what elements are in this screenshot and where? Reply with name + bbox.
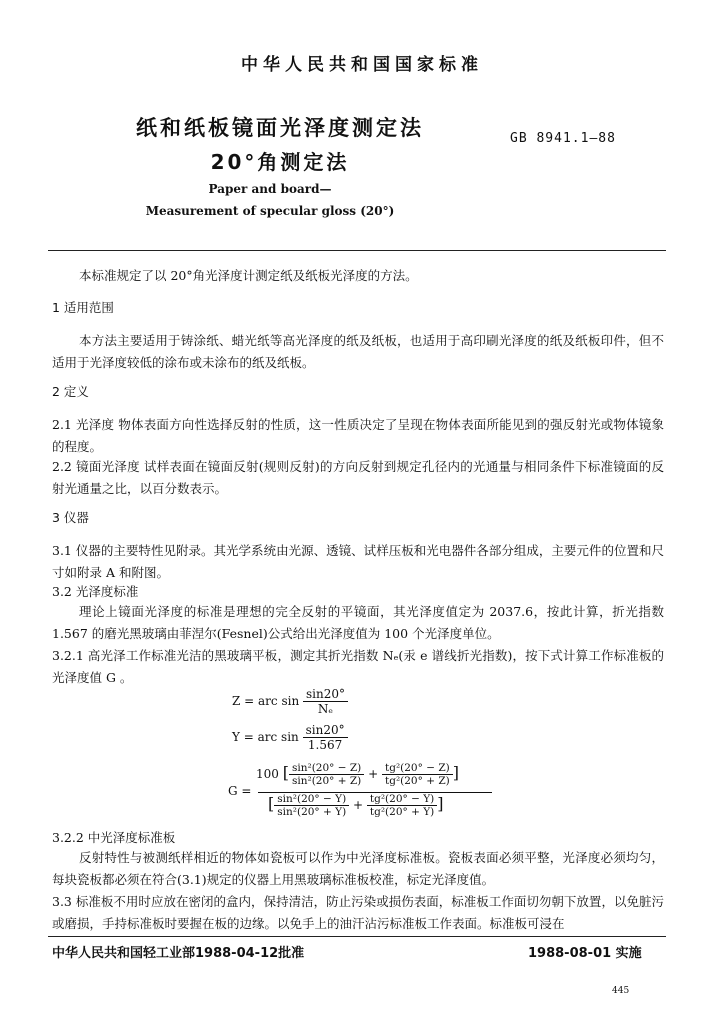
section-2-2-text: 2.2 镜面光泽度 试样表面在镜面反射(规则反射)的方向反射到规定孔径内的光通量与相同条件下标准镜面的反射光通量之比，以百分数表示。	[52, 459, 664, 496]
document-title-cn: 纸和纸板镜面光泽度测定法	[136, 116, 424, 140]
approval-line: 中华人民共和国轻工业部1988-04-12批准	[52, 946, 305, 961]
document-subtitle-cn: 20°角测定法	[210, 150, 350, 174]
section-3-2-2-text: 反射特性与被测纸样相近的物体如瓷板可以作为中光泽度标准板。瓷板表面必须平整，光泽度必须均匀，每块瓷板都必须在符合(3.1)规定的仪器上用黑玻璃标准板校准，标定光泽度值。	[52, 850, 664, 887]
formula-z-lhs: Z = arc sin	[232, 694, 300, 708]
intro-paragraph: 本标准规定了以 20°角光泽度计测定纸及纸板光泽度的方法。	[79, 268, 418, 283]
document-title-en: Paper and board—	[208, 182, 332, 196]
formula-y-fraction	[303, 723, 348, 752]
formula-g-term4-num: tg²(20° − Y)	[367, 793, 437, 806]
formula-g-term4-den: tg²(20° + Y)	[369, 806, 435, 818]
formula-g-term3-num: sin²(20° − Y)	[274, 793, 349, 806]
formula-g-term1-den: sin²(20° + Z)	[291, 775, 362, 787]
formula-g-coefficient: 100	[256, 767, 279, 781]
header-divider	[48, 250, 666, 251]
section-3-2-heading: 3.2 光泽度标准	[52, 584, 139, 599]
section-2-1-text: 2.1 光泽度 物体表面方向性选择反射的性质，这一性质决定了呈现在物体表面所能见到的强反射光或物体镜象的程度。	[52, 417, 664, 454]
formula-g-term3	[274, 793, 349, 818]
section-3-3-text: 3.3 标准板不用时应放在密闭的盒内，保持清洁，防止污染或损伤表面，标准板工作面切勿朝下放置，以免脏污或磨损，手持标准板时要握在板的边缘。以免手上的油汗沾污标准板工作表面。标准板可浸在	[52, 894, 664, 931]
formula-g-term2-num: tg²(20° − Z)	[382, 762, 453, 775]
section-3-2-1-text: 3.2.1 高光泽工作标准光洁的黑玻璃平板，测定其折光指数 Nₑ(汞 e 谱线折光指数)，按下式计算工作标准板的光泽度值 G 。	[52, 648, 664, 685]
standard-code: GB 8941.1—88	[510, 131, 616, 146]
formula-z	[232, 687, 348, 716]
formula-g-numerator: 100 [ $\frac{\text{sin²(20° − Z)}}{\text{sin²(20° + Z)}}$ + $\frac{\text{tg²(20° − Z)}}{\text{tg²(20° + Z)}}$ ]	[256, 762, 459, 787]
section-1-heading: 1 适用范围	[52, 300, 114, 315]
footer-divider	[48, 936, 666, 937]
formula-z-fraction	[303, 687, 348, 716]
standard-org-header: 中华人民共和国国家标准	[241, 55, 483, 75]
section-3-2-text: 理论上镜面光泽度的标准是理想的完全反射的平镜面，其光泽度值定为 2037.6，按此计算，折光指数 1.567 的磨光黑玻璃由菲涅尔(Fesnel)公式给出光泽度值为 100 个光泽度单位。	[52, 604, 664, 641]
formula-z-denominator: Nₑ	[317, 702, 334, 716]
formula-g-term1-num: sin²(20° − Z)	[289, 762, 364, 775]
formula-g-term4	[367, 793, 437, 818]
formula-g-lhs: G =	[228, 784, 252, 798]
formula-y	[232, 723, 348, 752]
section-2-heading: 2 定义	[52, 384, 89, 399]
section-3-1-text: 3.1 仪器的主要特性见附录。其光学系统由光源、透镜、试样压板和光电器件各部分组成，主要元件的位置和尺寸如附录 A 和附图。	[52, 543, 664, 580]
formula-y-denominator: 1.567	[307, 738, 343, 752]
formula-z-numerator: sin20°	[303, 687, 348, 702]
page-number: 445	[612, 986, 630, 996]
section-3-heading: 3 仪器	[52, 510, 89, 525]
formula-g-term3-den: sin²(20° + Y)	[277, 806, 347, 818]
formula-g-plus-2: +	[353, 798, 364, 812]
formula-g-plus-1: +	[368, 767, 379, 781]
formula-g	[228, 762, 498, 826]
section-1-text: 本方法主要适用于铸涂纸、蜡光纸等高光泽度的纸及纸板，也适用于高印刷光泽度的纸及纸板印件，但不适用于光泽度较低的涂布或未涂布的纸及纸板。	[52, 333, 664, 370]
formula-g-term2-den: tg²(20° + Z)	[385, 775, 450, 787]
formula-g-term2	[382, 762, 453, 787]
section-3-2-2-heading: 3.2.2 中光泽度标准板	[52, 830, 176, 845]
formula-g-denominator: [ $\frac{\text{sin²(20° − Y)}}{\text{sin²(20° + Y)}}$ + $\frac{\text{tg²(20° − Y)}}{\text{tg²(20° + Y)}}$ ]	[268, 793, 444, 818]
implementation-line: 1988-08-01 实施	[528, 946, 642, 961]
formula-g-term1	[289, 762, 364, 787]
formula-y-lhs: Y = arc sin	[232, 730, 299, 744]
formula-y-numerator: sin20°	[303, 723, 348, 738]
document-subtitle-en: Measurement of specular gloss (20°)	[145, 204, 395, 218]
